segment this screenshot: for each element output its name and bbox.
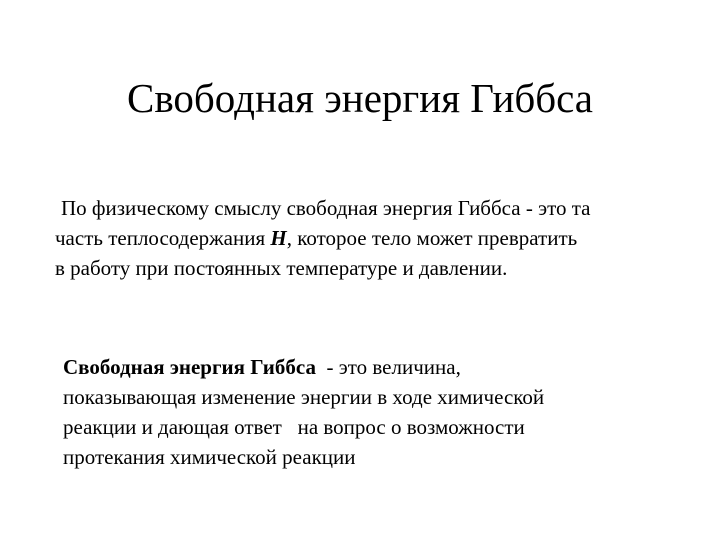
paragraph-line: в работу при постоянных температуре и давлении. bbox=[55, 256, 508, 280]
slide-title: Свободная энергия Гиббса bbox=[126, 75, 593, 121]
paragraph-line: реакции и дающая ответ на вопрос о возможности bbox=[63, 415, 525, 439]
text-segment: , которое тело может превратить bbox=[286, 226, 578, 250]
meaning-paragraph bbox=[63, 352, 683, 472]
enthalpy-symbol: Н bbox=[270, 226, 287, 250]
paragraph-line: По физическому смыслу свободная энергия Гиббса - это та bbox=[61, 196, 591, 220]
paragraph-line: протекания химической реакции bbox=[63, 445, 356, 469]
paragraph-line bbox=[63, 352, 683, 382]
bold-term: Свободная энергия Гиббса bbox=[63, 355, 316, 379]
text-segment: часть теплосодержания bbox=[55, 226, 271, 250]
text-segment: - это величина, bbox=[315, 355, 461, 379]
paragraph-line bbox=[55, 223, 685, 253]
definition-paragraph bbox=[55, 193, 685, 283]
paragraph-line: показывающая изменение энергии в ходе химической bbox=[63, 385, 545, 409]
